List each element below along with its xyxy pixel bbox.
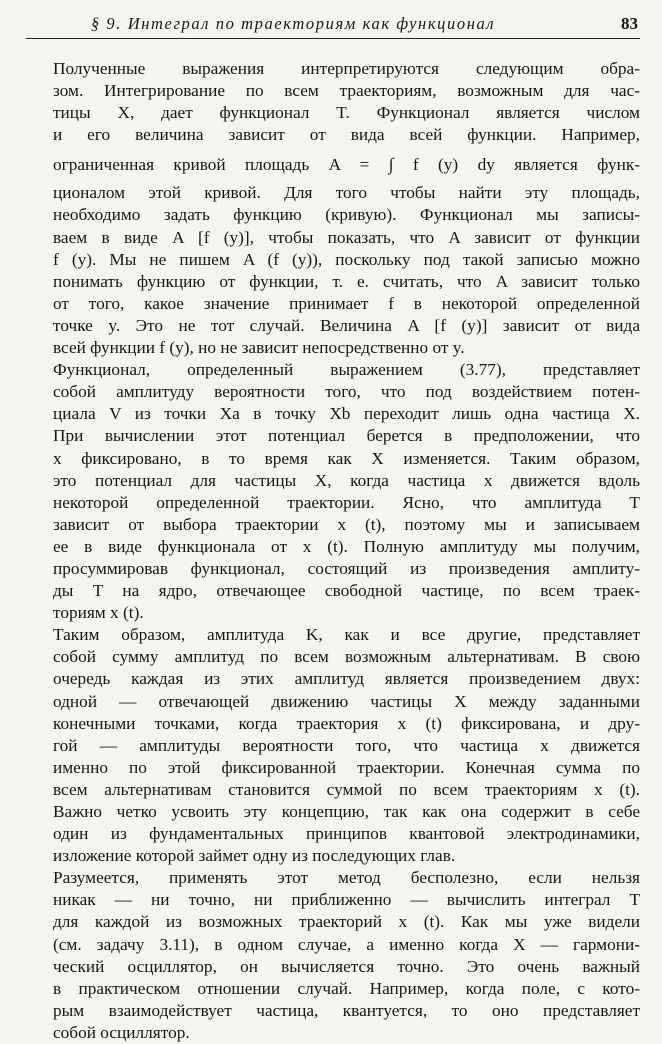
text-line: один из фундаментальных принципов квантовой электродинамики, [53, 824, 640, 844]
body-text [26, 58, 640, 1044]
text-line: необходимо задать функцию (кривую). Функционал мы записы- [53, 205, 640, 225]
formula-line: ограниченная кривой площадь A = ∫ f (y) dy является функ- [53, 155, 640, 175]
text-line: зом. Интегрирование по всем траекториям, возможным для час- [53, 81, 640, 101]
text-line: ческий осциллятор, он вычисляется точно. Это очень важный [53, 956, 640, 976]
text-line: ториям x (t). [53, 603, 144, 623]
text-line: собой сумму амплитуд по всем возможным альтернативам. В свою [53, 647, 640, 667]
page-header [26, 12, 640, 39]
text-line: зависит от выбора траектории x (t), поэтому мы и записываем [53, 514, 640, 534]
text-line: всем альтернативам становится суммой по всем траекториям x (t). [53, 779, 640, 799]
text-line: циала V из точки Xa в точку Xb переходит лишь одна частица X. [53, 404, 640, 424]
text-line: Таким образом, амплитуда K, как и все другие, представляет [53, 625, 640, 645]
text-line: для каждой из возможных траекторий x (t). Как мы уже видели [53, 912, 640, 932]
paragraph-3 [26, 624, 640, 867]
paragraph-4 [26, 867, 640, 1044]
paragraph-2 [26, 359, 640, 624]
text-line: точке y. Это не тот случай. Величина A [f (y)] зависит от вида [53, 315, 640, 335]
text-line: Разумеется, применять этот метод бесполезно, если нельзя [53, 868, 640, 888]
text-line: Важно четко усвоить эту концепцию, так как она содержит в себе [53, 802, 640, 821]
page-number: 83 [621, 14, 638, 33]
text-line: собой осциллятор. [53, 1022, 190, 1042]
text-line: тицы X, дает функционал T. Функционал является числом [53, 103, 640, 123]
text-line: (см. задачу 3.11), в одном случае, а именно когда X — гармони- [53, 934, 640, 954]
text-line: При вычислении этот потенциал берется в предположении, что [53, 426, 640, 446]
paragraph-1 [26, 58, 640, 359]
text-line: ваем в виде A [f (y)], чтобы показать, что A зависит от функции [53, 227, 640, 247]
text-line: очередь каждая из этих амплитуд является произведением двух: [53, 669, 640, 689]
text-line: одной — отвечающей движению частицы X между заданными [53, 691, 640, 711]
text-line: и его величина зависит от вида всей функции. Например, [53, 125, 640, 145]
text-line: x фиксировано, в то время как X изменяется. Таким образом, [53, 448, 640, 468]
text-line: всей функции f (y), но не зависит непосредственно от y. [53, 338, 465, 358]
text-line: изложение которой займет одну из последующих глав. [53, 846, 456, 866]
text-line: Функционал, определенный выражением (3.77), представляет [53, 360, 640, 380]
text-line: собой амплитуду вероятности того, что под воздействием потен- [53, 382, 640, 402]
text-line: никак — ни точно, ни приближенно — вычислить интеграл T [53, 890, 640, 910]
text-line: ционалом этой кривой. Для того чтобы найти эту площадь, [53, 183, 640, 203]
text-line: Полученные выражения интерпретируются следующим обра- [53, 59, 640, 78]
text-line: в практическом отношении случай. Например, когда поле, с кото- [53, 978, 640, 998]
text-line: именно по этой фиксированной траектории. Конечная сумма по [53, 757, 640, 777]
text-line: ды T на ядро, отвечающее свободной частице, по всем траек- [53, 581, 640, 601]
text-line: некоторой определенной траектории. Ясно, что амплитуда T [53, 492, 640, 512]
text-line: гой — амплитуды вероятности того, что частица x движется [53, 735, 640, 755]
text-line: от того, какое значение принимает f в некоторой определенной [53, 293, 640, 313]
text-line: ее в виде функционала от x (t). Полную амплитуду мы получим, [53, 536, 640, 556]
text-line: рым взаимодействует частица, квантуется, то оно представляет [53, 1000, 640, 1020]
text-line: это потенциал для частицы X, когда частица x движется вдоль [53, 470, 640, 490]
text-line: понимать функцию от функции, т. е. считать, что A зависит только [53, 271, 640, 291]
text-line: просуммировав функционал, состоящий из произведения амплиту- [53, 558, 640, 578]
running-head: § 9. Интеграл по траекториям как функционал [90, 14, 496, 33]
text-line: конечными точками, когда траектория x (t) фиксирована, и дру- [53, 713, 640, 733]
text-line: f (y). Мы не пишем A (f (y)), поскольку под такой записью можно [53, 249, 640, 269]
